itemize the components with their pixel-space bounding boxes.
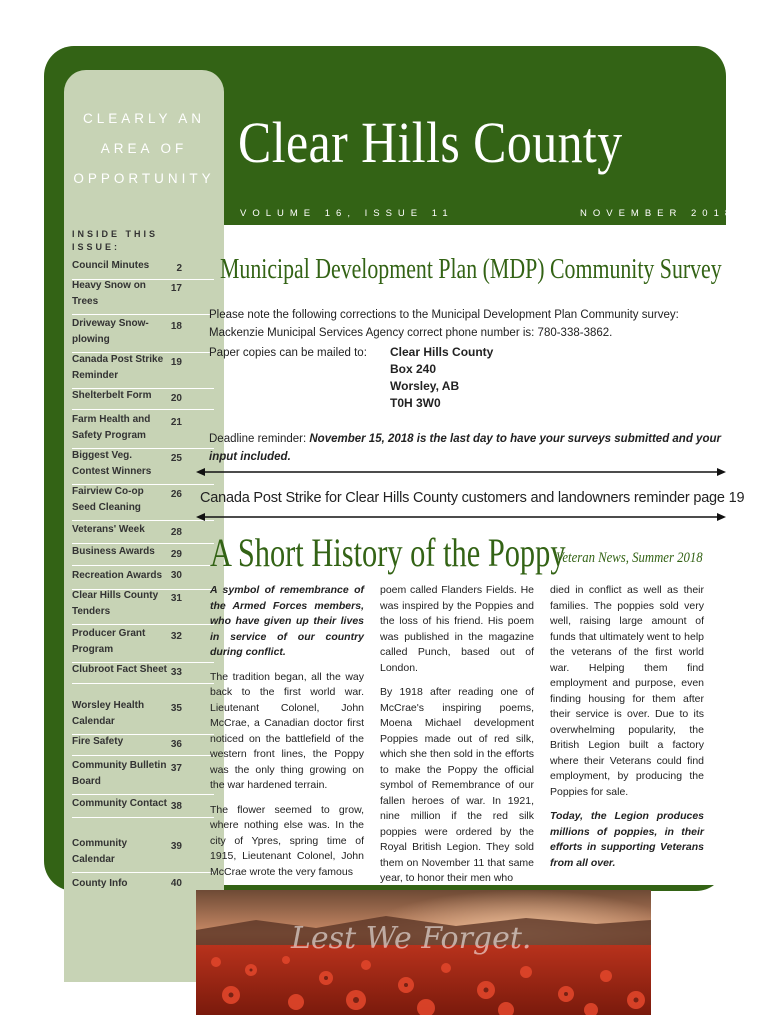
toc-item-page: 39 [170, 841, 182, 852]
toc-item-page: 2 [176, 263, 182, 274]
toc-item-name: Recreation Awards [72, 570, 163, 581]
mail-label: Paper copies can be mailed to: [209, 347, 367, 359]
toc-item-name: County Info [72, 878, 128, 889]
toc-item[interactable] [72, 876, 212, 892]
toc-item[interactable] [72, 412, 212, 443]
toc-item-page: 21 [170, 417, 182, 428]
toc-item[interactable] [72, 734, 212, 750]
toc-item-name: Driveway Snow-plowing [72, 318, 149, 345]
toc-item-page: 25 [170, 453, 182, 464]
toc-item-name: Canada Post Strike Reminder [72, 354, 164, 381]
article-paragraph: Today, the Legion produces millions of poppies, in their efforts in supporting Veterans from all over. [550, 810, 704, 869]
toc-item[interactable] [72, 796, 212, 812]
toc-item-page: 31 [170, 593, 182, 604]
toc-item-name: Biggest Veg. Contest Winners [72, 450, 152, 477]
toc-item[interactable] [72, 544, 212, 560]
tagline-line: AREA OF [100, 141, 188, 156]
address-line: Box 240 [390, 362, 437, 376]
toc-item-page: 35 [170, 703, 182, 714]
toc-item-page: 33 [170, 667, 182, 678]
toc-item[interactable] [72, 588, 212, 619]
toc-item-name: Community Contact [72, 798, 167, 809]
newsletter-title: Clear Hills County [238, 110, 623, 175]
toc-item-name: Business Awards [72, 546, 155, 557]
article-paragraph: poem called Flanders Fields. He was inspired by the Poppies and the loss of his friend. His poem was published in the magazine called Punch, based out of London. [380, 584, 534, 674]
toc-item-name: Producer Grant Program [72, 628, 146, 655]
toc-item[interactable] [72, 626, 212, 657]
strike-notice: Canada Post Strike for Clear Hills County customers and landowners reminder page 19 [200, 490, 745, 506]
article-paragraph: The flower seemed to grow, where nothing else was. In the city of Ypres, spring time of 1915, Lieutenant Colonel, John McCrae wrote the very famous [210, 803, 364, 878]
toc-item-page: 29 [170, 549, 182, 560]
deadline-reminder [209, 430, 734, 466]
toc-item-page: 19 [170, 357, 182, 368]
toc-item[interactable] [72, 522, 212, 538]
tagline [64, 104, 224, 194]
toc-item-page: 28 [170, 527, 182, 538]
toc-item-name: Council Minutes [72, 260, 150, 271]
toc-item-page: 26 [170, 489, 182, 500]
toc-item[interactable] [72, 388, 212, 404]
toc-item[interactable] [72, 698, 212, 729]
toc-item[interactable] [72, 352, 212, 383]
toc-item-page: 30 [170, 570, 182, 581]
address-line: T0H 3W0 [390, 396, 441, 410]
toc-item-name: Fire Safety [72, 736, 124, 747]
poppy-field-image [196, 890, 651, 1015]
toc-item[interactable] [72, 568, 212, 584]
article-column [380, 583, 534, 896]
toc-item[interactable] [72, 258, 212, 274]
toc-item-page: 38 [170, 801, 182, 812]
article-column [550, 583, 704, 880]
mailing-address [390, 344, 493, 412]
toc-item[interactable] [72, 836, 212, 867]
toc-item[interactable] [72, 278, 212, 309]
mdp-intro: Please note the following corrections to the Municipal Development Plan Community survey: Mackenzie Municipal Services Agency correct phone number is: 780-338-3862. [209, 309, 679, 339]
article-paragraph: died in conflict as well as their families. The poppies sold very well, raising large amount of funds that ultimately went to help the veterans of the first world war. Helping them find employment and purpose, even finding housing for them after their service is over. Due to its overwhelming popularity, the British Legion built a factory where their Veterans could find employment, by producing the Poppies for sale. [550, 584, 704, 798]
toc-item-name: Farm Health and Safety Program [72, 414, 151, 441]
article-paragraph: A symbol of remembrance of the Armed Forces members, who have given up their lives in service of our country during conflict. [210, 584, 364, 658]
image-caption: Lest We Forget. [291, 921, 532, 956]
toc-item-name: Worsley Health Calendar [72, 700, 145, 727]
poppy-headline: A Short History of the Poppy [210, 530, 566, 575]
double-arrow-divider [196, 467, 726, 477]
double-arrow-divider [196, 512, 726, 522]
article-paragraph: The tradition began, all the way back to the first world war. Lieutenant Colonel, John McCrae, a Canadian doctor first noticed on the battlefield of the western front lines, the Poppy was the only thing growing on the war hardened terrain. [210, 670, 364, 791]
toc-item-name: Fairview Co-op Seed Cleaning [72, 486, 144, 513]
toc-item-page: 18 [170, 321, 182, 332]
toc-item-name: Clear Hills County Tenders [72, 590, 159, 617]
deadline-text: November 15, 2018 is the last day to have your surveys submitted and your input included. [209, 433, 721, 463]
toc-item-page: 17 [170, 283, 182, 294]
tagline-line: CLEARLY AN [82, 111, 206, 126]
toc-item-page: 37 [170, 763, 182, 774]
address-line: Worsley, AB [390, 379, 460, 393]
toc-item[interactable] [72, 484, 212, 515]
toc-item[interactable] [72, 448, 212, 479]
article-source: Veteran News, Summer 2018 [556, 550, 703, 566]
toc-item-page: 32 [170, 631, 182, 642]
toc-item[interactable] [72, 758, 212, 789]
toc-item-page: 20 [170, 393, 182, 404]
tagline-line: OPPORTUNITY [73, 171, 215, 186]
toc-item-name: Community Calendar [72, 838, 127, 865]
toc-item-page: 40 [170, 878, 182, 889]
toc-item[interactable] [72, 316, 212, 347]
toc-item-name: Clubroot Fact Sheet [72, 664, 168, 675]
toc-item-name: Shelterbelt Form [72, 390, 152, 401]
toc-item-page: 36 [170, 739, 182, 750]
toc-item[interactable] [72, 662, 212, 678]
mdp-headline: Municipal Development Plan (MDP) Community Survey [220, 254, 722, 285]
article-paragraph: By 1918 after reading one of McCrae's inspiring poems, Moena Michael development Poppies made out of red silk, which she then sold in the efforts to make the Poppy the official symbol of Remembrance of our fallen heroes of war. In 1921, nine million if the red silk poppies were ordered by the Royal British Legion. They sold them on November 11 that same year, to honor their men who [380, 686, 534, 884]
volume-issue: VOLUME 16, ISSUE 11 [240, 208, 454, 219]
deadline-label: Deadline reminder: [209, 433, 307, 445]
toc-item-name: Heavy Snow on Trees [72, 280, 146, 307]
inside-this-issue-label: INSIDE THIS ISSUE: [72, 229, 159, 252]
toc-item-name: Community Bulletin Board [72, 760, 167, 787]
toc-item-name: Veterans' Week [72, 524, 145, 535]
address-line: Clear Hills County [390, 345, 494, 359]
article-column [210, 583, 364, 889]
issue-date: NOVEMBER 2018 [580, 208, 737, 219]
